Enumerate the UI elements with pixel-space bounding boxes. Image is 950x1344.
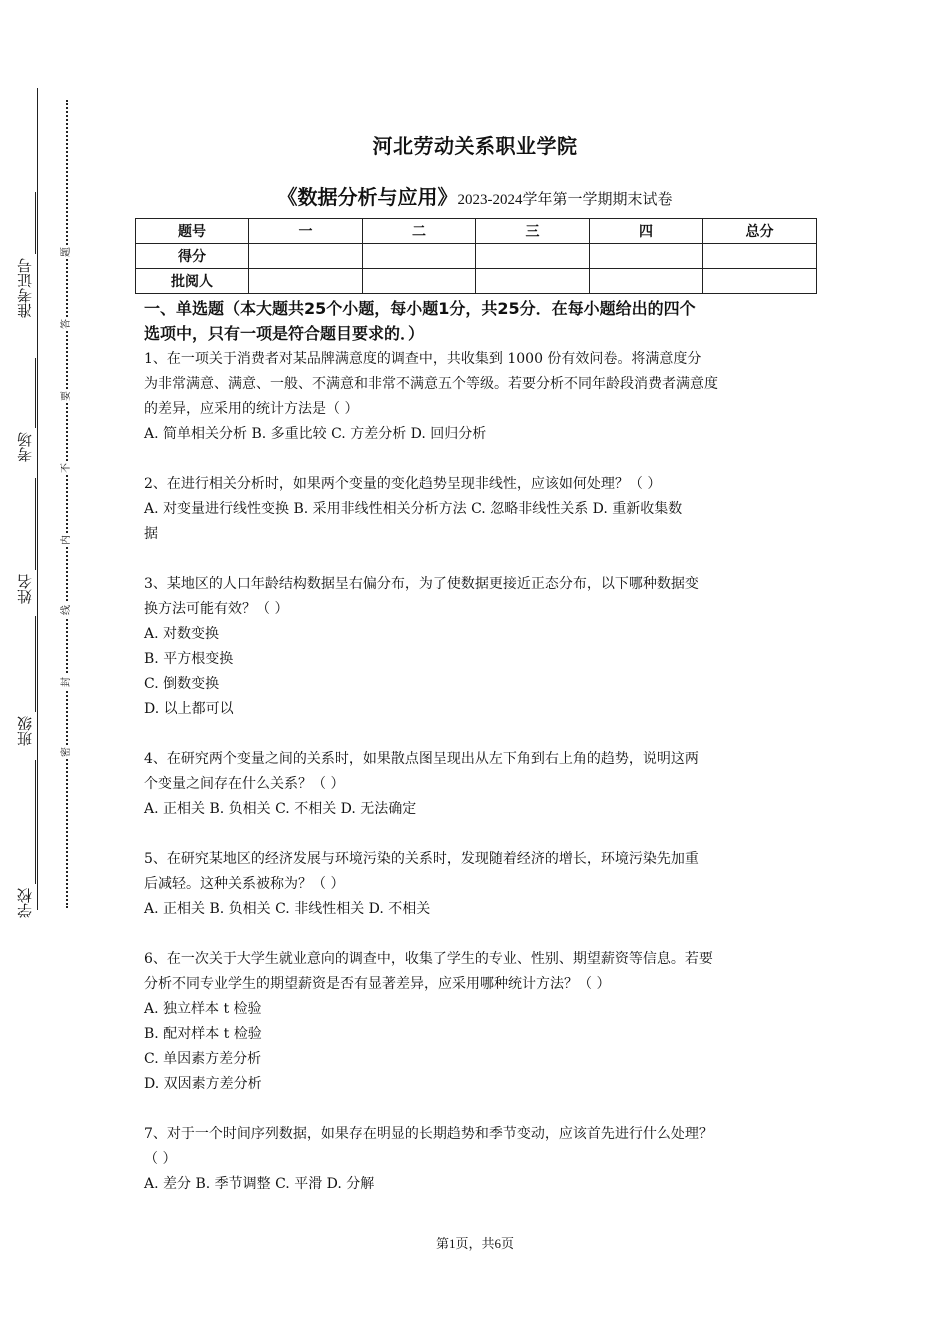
question-options: A. 简单相关分析 B. 多重比较 C. 方差分析 D. 回归分析 (144, 426, 487, 442)
score-cell (476, 244, 590, 269)
school-field (14, 888, 40, 918)
table-header-cell: 四 (590, 219, 703, 244)
question-option: D. 以上都可以 (144, 701, 234, 717)
exam-room-blank (35, 358, 36, 428)
question-stem-line: 换方法可能有效？（ ） (144, 601, 289, 617)
class-field (14, 716, 40, 746)
question-option: D. 双因素方差分析 (144, 1076, 262, 1092)
table-header-cell: 三 (476, 219, 590, 244)
score-cell (363, 244, 476, 269)
reviewer-cell (703, 269, 817, 294)
question-stem-line: （ ） (144, 1151, 177, 1167)
question-stem-line: 5、在研究某地区的经济发展与环境污染的关系时，发现随着经济的增长，环境污染先加重 (144, 851, 699, 867)
page-footer: 第1页，共6页 (435, 1236, 514, 1251)
question-6 (144, 947, 817, 1097)
reviewer-cell (476, 269, 590, 294)
school-label: 学校 (16, 888, 34, 918)
seal-char: 题 (61, 247, 72, 257)
question-options: A. 正相关 B. 负相关 C. 非线性相关 D. 不相关 (144, 901, 431, 917)
exam-title (0, 181, 950, 210)
class-blank (35, 616, 36, 712)
seal-line (66, 100, 68, 908)
question-stem-line: 2、在进行相关分析时，如果两个变量的变化趋势呈现非线性，应该如何处理？（ ） (144, 476, 662, 492)
question-stem-line: 4、在研究两个变量之间的关系时，如果散点图呈现出从左下角到右上角的趋势，说明这两 (144, 751, 699, 767)
seal-char: 答 (61, 319, 72, 329)
question-2 (144, 472, 817, 547)
binding-outer-line (37, 88, 38, 910)
exam-room-field (14, 432, 40, 462)
question-options: A. 对变量进行线性变换 B. 采用非线性相关分析方法 C. 忽略非线性关系 D. 重新收集数 (144, 501, 683, 517)
reviewer-cell (249, 269, 363, 294)
school-title: 河北劳动关系职业学院 (372, 134, 578, 158)
score-cell (249, 244, 363, 269)
row-label-cell: 得分 (136, 244, 249, 269)
exam-id-field (14, 258, 40, 318)
question-option: C. 单因素方差分析 (144, 1051, 262, 1067)
reviewer-row (136, 269, 817, 294)
question-stem-line: 1、在一项关于消费者对某品牌满意度的调查中，共收集到 1000 份有效问卷。将满意度分 (144, 351, 702, 367)
exam-content (144, 296, 817, 1197)
question-stem-line: 的差异，应采用的统计方法是（ ） (144, 401, 359, 417)
reviewer-cell (363, 269, 476, 294)
seal-char: 内 (61, 535, 72, 545)
seal-char: 不 (61, 463, 72, 473)
score-table (135, 218, 817, 294)
question-1 (144, 347, 817, 447)
table-header-cell: 二 (363, 219, 476, 244)
question-option: C. 倒数变换 (144, 676, 220, 692)
question-5 (144, 847, 817, 922)
score-row (136, 244, 817, 269)
question-options: 据 (144, 526, 158, 542)
question-4 (144, 747, 817, 822)
score-table-header-row (136, 219, 817, 244)
class-label: 班级 (16, 716, 34, 746)
question-option: A. 对数变换 (144, 626, 220, 642)
section-heading (144, 296, 817, 346)
school-blank (35, 760, 36, 884)
score-cell (590, 244, 703, 269)
question-option: A. 独立样本 t 检验 (144, 1001, 262, 1017)
table-header-cell: 总分 (703, 219, 817, 244)
name-blank (35, 478, 36, 570)
seal-char: 线 (61, 605, 72, 615)
reviewer-cell (590, 269, 703, 294)
question-stem-line: 3、某地区的人口年龄结构数据呈右偏分布，为了使数据更接近正态分布，以下哪种数据变 (144, 576, 699, 592)
table-header-cell: 一 (249, 219, 363, 244)
seal-char: 封 (61, 677, 72, 687)
question-stem-line: 个变量之间存在什么关系？（ ） (144, 776, 345, 792)
score-cell (703, 244, 817, 269)
question-7 (144, 1122, 817, 1197)
question-options: A. 正相关 B. 负相关 C. 不相关 D. 无法确定 (144, 801, 417, 817)
name-field (14, 574, 40, 604)
question-stem-line: 分析不同专业学生的期望薪资是否有显著差异，应采用哪种统计方法？（ ） (144, 976, 611, 992)
question-option: B. 平方根变换 (144, 651, 234, 667)
row-label-cell: 批阅人 (136, 269, 249, 294)
question-stem-line: 6、在一次关于大学生就业意向的调查中，收集了学生的专业、性别、期望薪资等信息。若要 (144, 951, 713, 967)
seal-char: 要 (61, 391, 72, 401)
name-label: 姓名 (16, 574, 34, 604)
exam-id-label: 准考证号 (16, 258, 34, 318)
question-3 (144, 572, 817, 722)
exam-term: 2023-2024学年第一学期期末试卷 (457, 192, 673, 208)
exam-room-label: 考场 (16, 432, 34, 462)
question-stem-line: 后减轻。这种关系被称为？（ ） (144, 876, 345, 892)
question-option: B. 配对样本 t 检验 (144, 1026, 262, 1042)
section-heading-line: 选项中，只有一项是符合题目要求的．） (144, 324, 425, 343)
table-header-cell: 题号 (136, 219, 249, 244)
question-options: A. 差分 B. 季节调整 C. 平滑 D. 分解 (144, 1176, 375, 1192)
section-heading-line: 一、单选题（本大题共25个小题，每小题1分，共25分．在每小题给出的四个 (144, 299, 696, 318)
question-stem-line: 7、对于一个时间序列数据，如果存在明显的长期趋势和季节变动，应该首先进行什么处理？ (144, 1126, 713, 1142)
question-stem-line: 为非常满意、满意、一般、不满意和非常不满意五个等级。若要分析不同年龄段消费者满意度 (144, 376, 718, 392)
course-name: 《数据分析与应用》 (277, 185, 458, 209)
seal-char: 密 (61, 747, 72, 757)
